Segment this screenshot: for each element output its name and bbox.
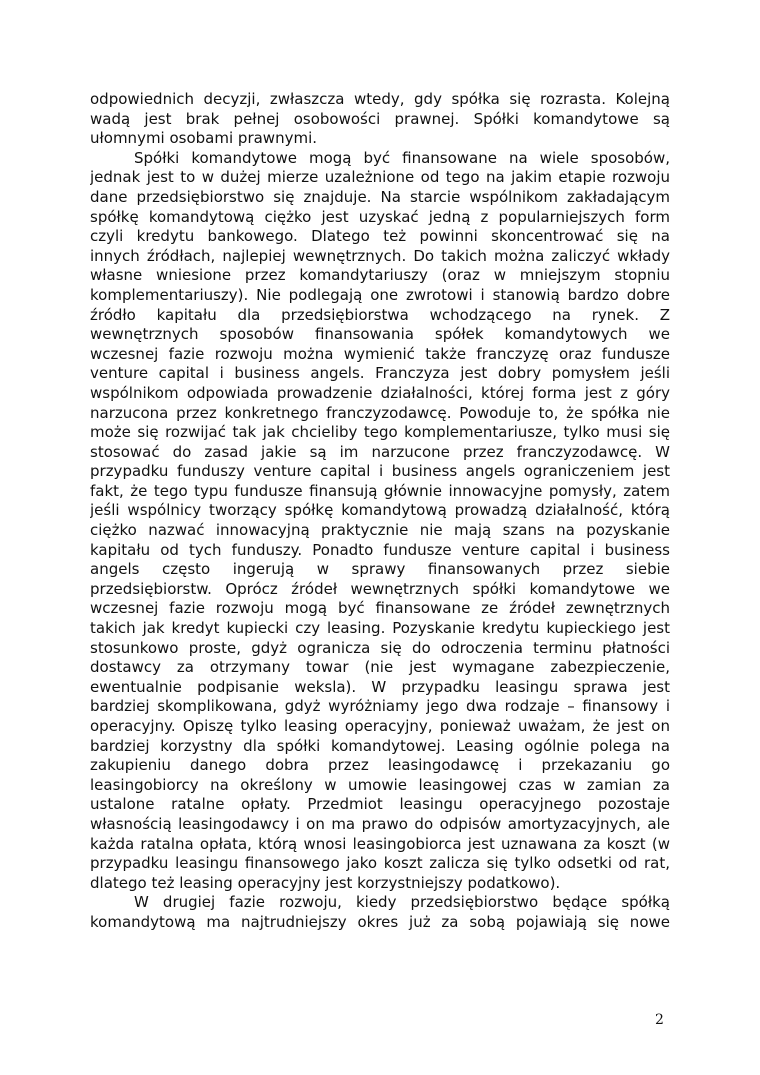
text-line: każda ratalna opłata, którą wnosi leasingobiorca jest uznawana za koszt (w (90, 834, 670, 853)
text-line: może się rozwijać tak jak chcieliby tego komplementariusze, tylko musi się (90, 423, 670, 442)
text-line: przypadku funduszy venture capital i business angels ograniczeniem jest (90, 462, 670, 481)
document-body (90, 90, 670, 933)
text-line: zakupieniu danego dobra przez leasingodawcę i przekazaniu go (90, 756, 670, 775)
text-line: wczesnej fazie rozwoju mogą być finansowane ze źródeł zewnętrznych (90, 599, 670, 618)
text-line: komplementariuszy). Nie podlegają one zwrotowi i stanowią bardzo dobre (90, 285, 670, 304)
text-line: kapitału od tych funduszy. Ponadto fundusze venture capital i business (90, 540, 670, 559)
text-line: jednak jest to w dużej mierze uzależnione od tego na jakim etapie rozwoju (90, 168, 670, 187)
text-line: czyli kredytu bankowego. Dlatego też powinni skoncentrować się na (90, 227, 670, 246)
text-line: wspólnikom odpowiada prowadzenie działalności, której forma jest z góry (90, 383, 670, 402)
paragraph-2 (90, 149, 670, 894)
text-line: własne wniesione przez komandytariuszy (oraz w mniejszym stopniu (90, 266, 670, 285)
text-line: innych źródłach, najlepiej wewnętrznych. Do takich można zaliczyć wkłady (90, 246, 670, 265)
text-line: fakt, że tego typu fundusze finansują głównie innowacyjne pomysły, zatem (90, 481, 670, 500)
text-line: własnością leasingodawcy i on ma prawo do odpisów amortyzacyjnych, ale (90, 814, 670, 833)
text-line: stosunkowo proste, gdyż ogranicza się do odroczenia terminu płatności (90, 638, 670, 657)
text-line: venture capital i business angels. Franczyza jest dobry pomysłem jeśli (90, 364, 670, 383)
page-number: 2 (655, 1012, 664, 1028)
text-line: Spółki komandytowe mogą być finansowane na wiele sposobów, (134, 148, 670, 167)
text-line: narzucona przez konkretnego franczyzodawcę. Powoduje to, że spółka nie (90, 403, 670, 422)
text-line: przypadku leasingu finansowego jako koszt zalicza się tylko odsetki od rat, (90, 854, 670, 873)
text-line: odpowiednich decyzji, zwłaszcza wtedy, gdy spółka się rozrasta. Kolejną (90, 90, 670, 108)
text-line: źródło kapitału dla przedsiębiorstwa wchodzącego na rynek. Z (90, 305, 670, 324)
text-line: ciężko nazwać innowacyjną praktycznie nie mają szans na pozyskanie (90, 521, 670, 540)
text-line: takich jak kredyt kupiecki czy leasing. Pozyskanie kredytu kupieckiego jest (90, 619, 670, 638)
text-line: jeśli wspólnicy tworzący spółkę komandytową prowadzą działalność, którą (90, 501, 670, 520)
text-line: ułomnymi osobami prawnymi. (90, 129, 317, 148)
text-line: W drugiej fazie rozwoju, kiedy przedsiębiorstwo będące spółką (134, 893, 670, 912)
paragraph-1 (90, 90, 670, 149)
paragraph-3 (90, 893, 670, 932)
text-line: dane przedsiębiorstwo się znajduje. Na starcie wspólnikom zakładającym (90, 187, 670, 206)
text-line: ewentualnie podpisanie weksla). W przypadku leasingu sprawa jest (90, 677, 670, 696)
text-line: operacyjny. Opiszę tylko leasing operacyjny, ponieważ uważam, że jest on (90, 717, 670, 735)
text-line: wadą jest brak pełnej osobowości prawnej. Spółki komandytowe są (90, 109, 670, 128)
text-line: angels często ingerują w sprawy finansowanych przez siebie (90, 560, 670, 579)
text-line: dostawcy za otrzymany towar (nie jest wymagane zabezpieczenie, (90, 658, 670, 677)
text-line: dlatego też leasing operacyjny jest korzystniejszy podatkowo). (90, 873, 561, 892)
text-line: wewnętrznych sposobów finansowania spółek komandytowych we (90, 325, 670, 344)
text-line: komandytową ma najtrudniejszy okres już za sobą pojawiają się nowe (90, 912, 670, 931)
text-line: wczesnej fazie rozwoju można wymienić także franczyzę oraz fundusze (90, 344, 670, 363)
text-line: przedsiębiorstw. Oprócz źródeł wewnętrznych spółki komandytowe we (90, 579, 670, 598)
text-line: stosować do zasad jakie są im narzucone przez franczyzodawcę. W (90, 442, 670, 461)
text-line: leasingobiorcy na określony w umowie leasingowej czas w zamian za (90, 775, 670, 794)
text-line: ustalone ratalne opłaty. Przedmiot leasingu operacyjnego pozostaje (90, 795, 670, 814)
text-line: bardziej korzystny dla spółki komandytowej. Leasing ogólnie polega na (90, 736, 670, 755)
text-line: spółkę komandytową ciężko jest uzyskać jedną z popularniejszych form (90, 207, 670, 226)
text-line: bardziej skomplikowana, gdyż wyróżniamy jego dwa rodzaje – finansowy i (90, 697, 670, 716)
